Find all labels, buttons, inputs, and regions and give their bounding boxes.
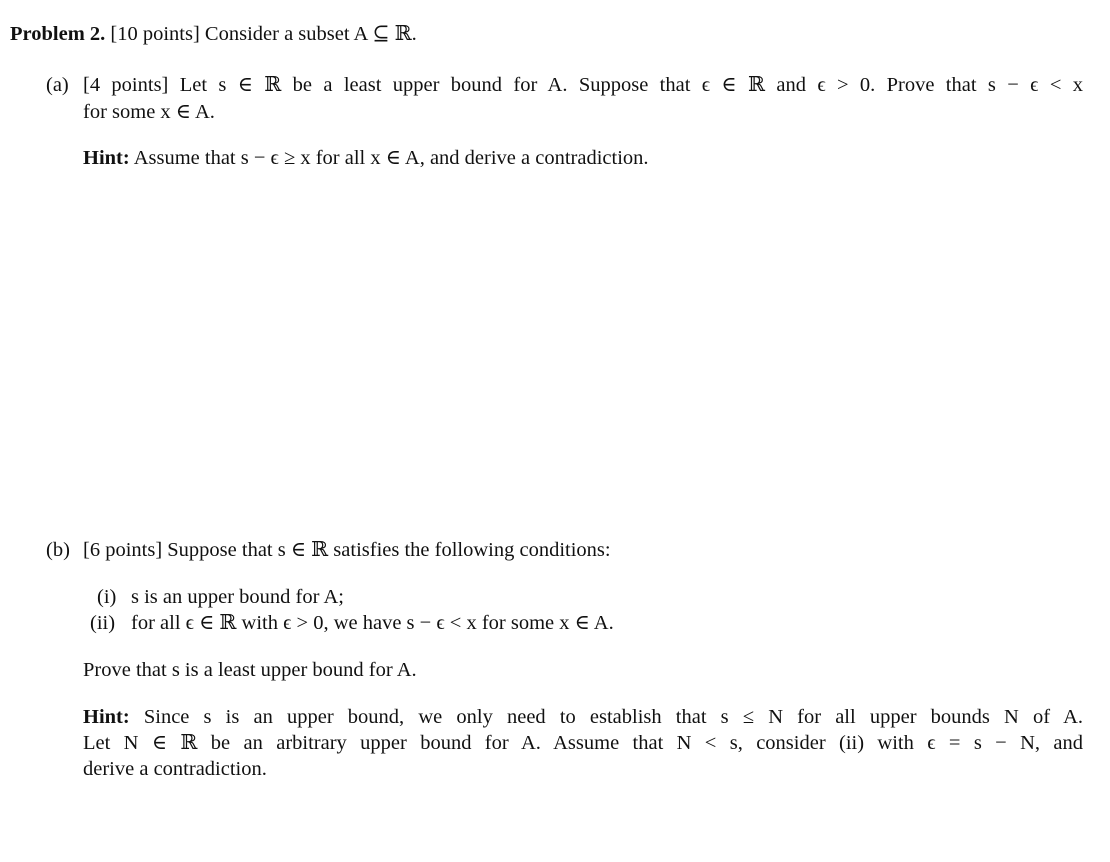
condition-ii-text: for all ϵ ∈ ℝ with ϵ > 0, we have s − ϵ < x for some x ∈ A. [131, 612, 614, 634]
condition-i-text: s is an upper bound for A; [131, 586, 344, 608]
part-a-line2: for some x ∈ A. [83, 101, 215, 123]
part-b-label: (b) [46, 539, 70, 561]
part-b-hint-text1: Since s is an upper bound, we only need to establish that s ≤ N for all upper bounds N of A. [143, 706, 1084, 728]
problem-intro: [10 points] Consider a subset A ⊆ ℝ. [110, 23, 417, 45]
part-a-label: (a) [46, 74, 69, 96]
part-b-line1: [6 points] Suppose that s ∈ ℝ satisfies the following conditions: [83, 539, 611, 561]
part-b-hint-line1 [83, 704, 1083, 730]
part-b-hint-label: Hint: [83, 706, 130, 728]
part-a-hint [83, 145, 649, 171]
condition-i-label: (i) [97, 586, 117, 608]
part-a-line1: [4 points] Let s ∈ ℝ be a least upper bound for A. Suppose that ϵ ∈ ℝ and ϵ > 0. Prove that s − ϵ < x [83, 74, 1083, 96]
part-b-hint-line3: derive a contradiction. [83, 758, 267, 780]
problem-title: Problem 2. [10, 23, 106, 45]
problem-header [10, 21, 417, 47]
part-a-hint-label: Hint: [83, 147, 130, 169]
part-a-hint-text: Assume that s − ϵ ≥ x for all x ∈ A, and derive a contradiction. [133, 147, 649, 169]
condition-ii-label: (ii) [90, 612, 116, 634]
part-b-hint-line2: Let N ∈ ℝ be an arbitrary upper bound for A. Assume that N < s, consider (ii) with ϵ = s − N, and [83, 732, 1083, 754]
part-b-prove: Prove that s is a least upper bound for A. [83, 659, 417, 681]
